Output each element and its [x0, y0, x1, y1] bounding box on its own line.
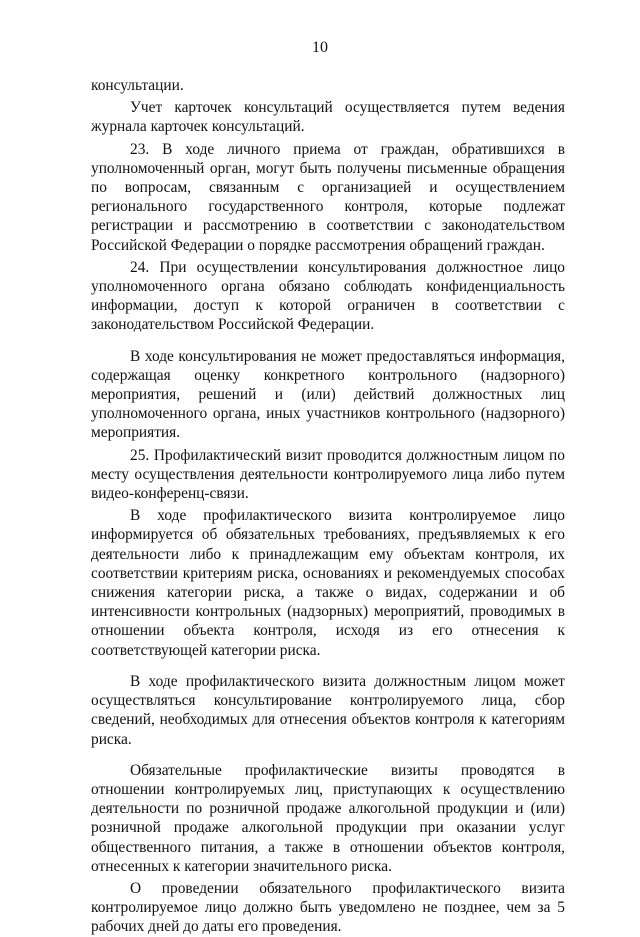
- paragraph-23: 23. В ходе личного приема от граждан, обратившихся в уполномоченный орган, могут быть получены письменные обращения по вопросам, связанным с организацией и осуществлением регионального государственного контроля, которые подлежат регистрации и рассмотрению в соответствии с законодательством Российской Федерации о порядке рассмотрения обращений граждан.: [91, 140, 565, 254]
- paragraph-consultation-records: Учет карточек консультаций осуществляется путем ведения журнала карточек консультаций.: [91, 99, 565, 136]
- paragraph-24: 24. При осуществлении консультирования должностное лицо уполномоченного органа обязано соблюдать конфиденциальность информации, доступ к которой ограничен в соответствии с законодательством Российской Федерации.: [91, 258, 565, 334]
- paragraph-notification: О проведении обязательного профилактического визита контролируемое лицо должно быть уведомлено не позднее, чем за 5 рабочих дней до даты его проведения.: [91, 879, 565, 936]
- paragraph-25: 25. Профилактический визит проводится должностным лицом по месту осуществления деятельности контролируемого лица либо путем видео-конференц-связи.: [91, 446, 565, 503]
- document-body: [91, 76, 565, 937]
- paragraph-mandatory-visits: Обязательные профилактические визиты проводятся в отношении контролируемых лиц, приступающих к осуществлению деятельности по розничной продаже алкогольной продукции и (или) розничной продаже алкогольной продукции при оказании услуг общественного питания, а также в отношении объектов контроля, отнесенных к категории значительного риска.: [91, 761, 565, 875]
- page-number: 10: [312, 39, 328, 56]
- paragraph-continuation: консультации.: [91, 77, 184, 94]
- paragraph-25-informing: В ходе профилактического визита контролируемое лицо информируется об обязательных требованиях, предъявляемых к его деятельности либо к принадлежащим ему объектам контроля, их соответствии критериям риска, основаниях и рекомендуемых способах снижения категории риска, а также о видах, содержании и об интенсивности контрольных (надзорных) мероприятий, проводимых в отношении объекта контроля, исходя из его отнесения к соответствующей категории риска.: [91, 507, 565, 659]
- paragraph-25-consulting: В ходе профилактического визита должностным лицом может осуществляться консультирование контролируемого лица, сбор сведений, необходимых для отнесения объектов контроля к категориям риска.: [91, 672, 565, 748]
- paragraph-24-continued: В ходе консультирования не может предоставляться информация, содержащая оценку конкретного контрольного (надзорного) мероприятия, решений и (или) действий должностных лиц уполномоченного органа, иных участников контрольного (надзорного) мероприятия.: [91, 347, 565, 442]
